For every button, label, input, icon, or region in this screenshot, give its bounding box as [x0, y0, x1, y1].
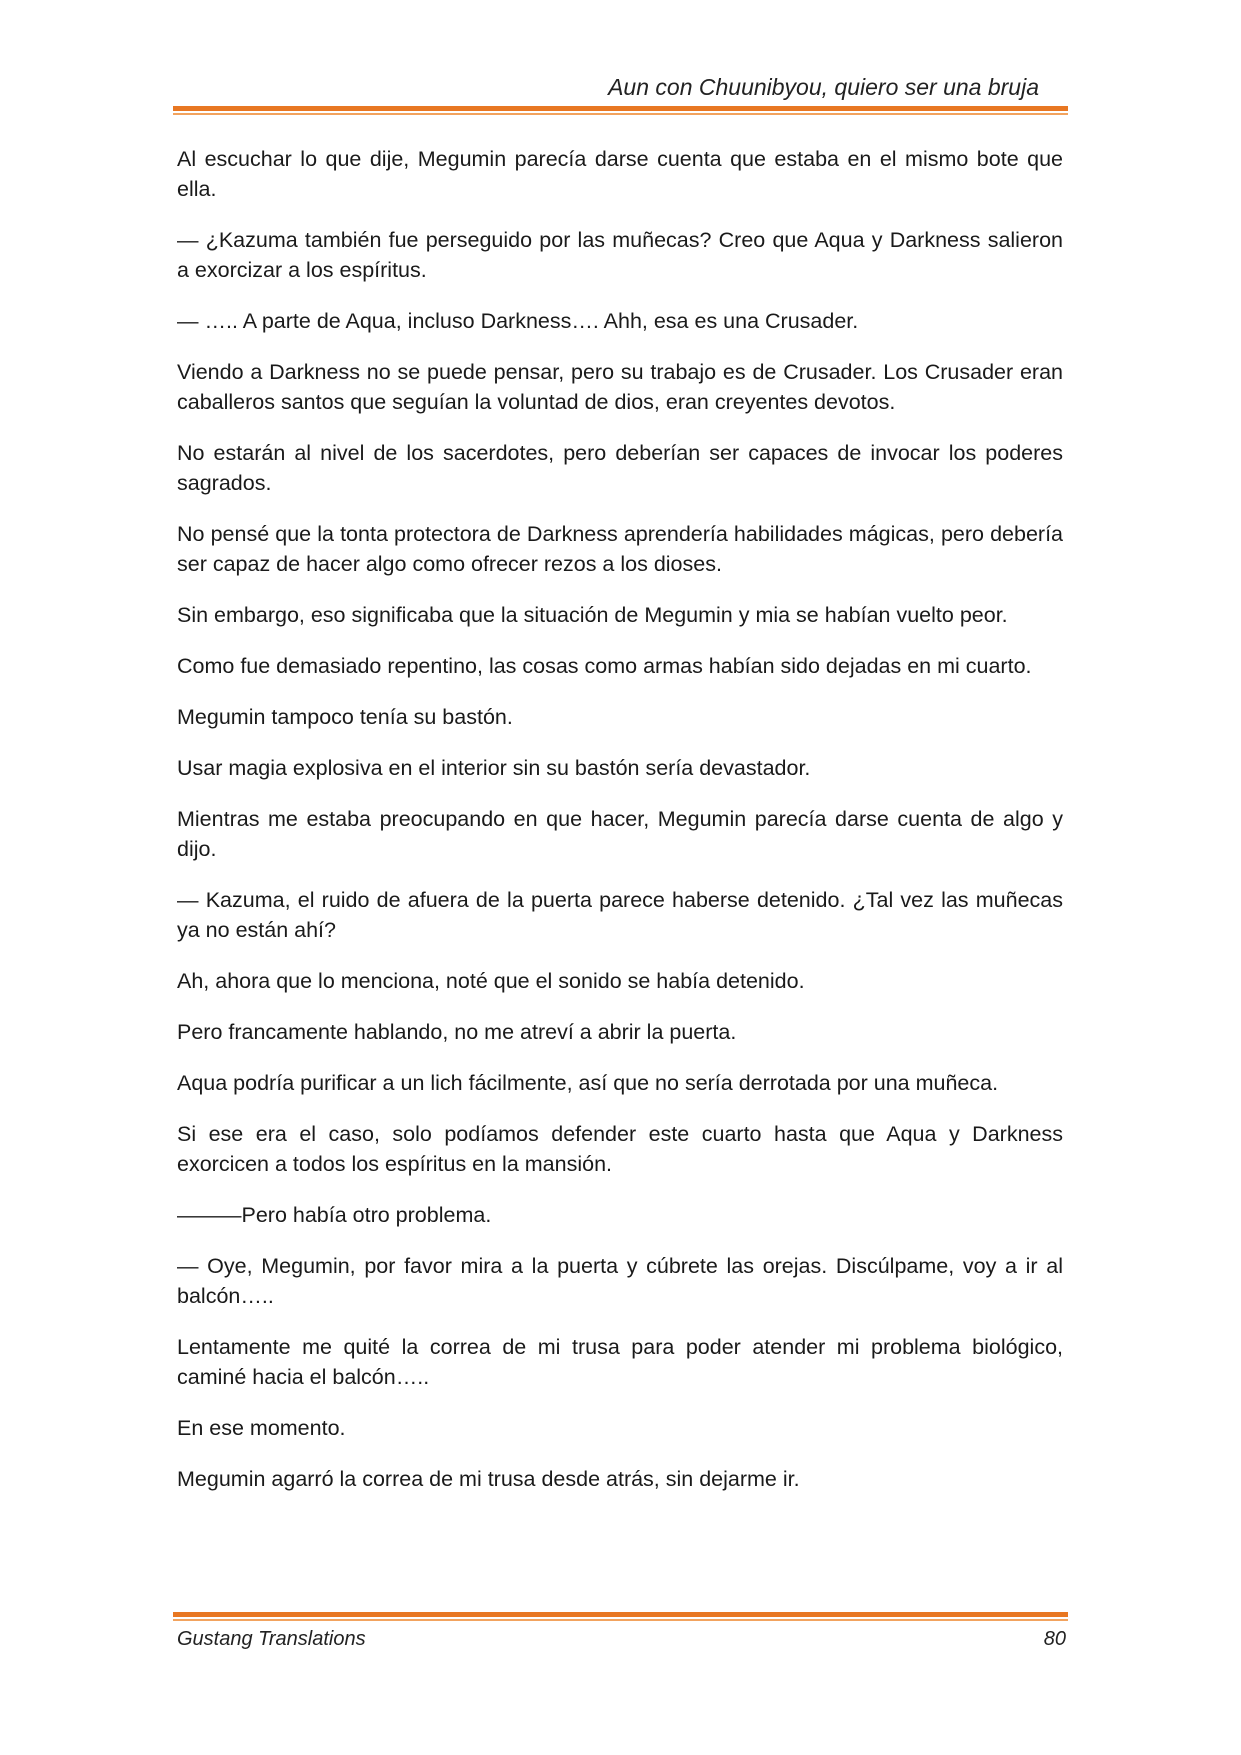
paragraph: Megumin tampoco tenía su bastón. — [177, 705, 513, 729]
header-rule-thick — [173, 106, 1068, 111]
paragraph: Al escuchar lo que dije, Megumin parecía darse cuenta que estaba en el mismo bote que ella. — [177, 147, 1063, 201]
paragraph: Lentamente me quité la correa de mi trusa para poder atender mi problema biológico, caminé hacia el balcón….. — [177, 1335, 1063, 1389]
paragraph: Pero francamente hablando, no me atreví a abrir la puerta. — [177, 1020, 737, 1044]
page-number: 80 — [1043, 1628, 1066, 1650]
paragraph: Como fue demasiado repentino, las cosas como armas habían sido dejadas en mi cuarto. — [177, 654, 1032, 678]
paragraph: No pensé que la tonta protectora de Darkness aprendería habilidades mágicas, pero debería ser capaz de hacer algo como ofrecer rezos a los dioses. — [177, 522, 1063, 576]
footer-rule — [173, 1612, 1068, 1621]
paragraph: — Kazuma, el ruido de afuera de la puerta parece haberse detenido. ¿Tal vez las muñecas ya no están ahí? — [177, 888, 1063, 942]
header-rule — [173, 106, 1068, 115]
header-title: Aun con Chuunibyou, quiero ser una bruja — [608, 74, 1039, 100]
header-rule-thin — [173, 113, 1068, 115]
paragraph: No estarán al nivel de los sacerdotes, pero deberían ser capaces de invocar los poderes sagrados. — [177, 441, 1063, 495]
paragraph: Mientras me estaba preocupando en que hacer, Megumin parecía darse cuenta de algo y dijo. — [177, 807, 1063, 861]
paragraph: Si ese era el caso, solo podíamos defender este cuarto hasta que Aqua y Darkness exorcicen a todos los espíritus en la mansión. — [177, 1122, 1063, 1176]
footer-credit: Gustang Translations — [177, 1628, 366, 1650]
body-text — [177, 144, 1063, 1515]
paragraph: Sin embargo, eso significaba que la situación de Megumin y mia se habían vuelto peor. — [177, 603, 1008, 627]
paragraph: Megumin agarró la correa de mi trusa desde atrás, sin dejarme ir. — [177, 1467, 800, 1491]
paragraph: Ah, ahora que lo menciona, noté que el sonido se había detenido. — [177, 969, 805, 993]
footer-rule-thin — [173, 1619, 1068, 1621]
footer-rule-thick — [173, 1612, 1068, 1617]
paragraph: — Oye, Megumin, por favor mira a la puerta y cúbrete las orejas. Discúlpame, voy a ir al balcón….. — [177, 1254, 1063, 1308]
paragraph: — ….. A parte de Aqua, incluso Darkness…. Ahh, esa es una Crusader. — [177, 309, 859, 333]
paragraph: En ese momento. — [177, 1416, 346, 1440]
paragraph: Aqua podría purificar a un lich fácilmente, así que no sería derrotada por una muñeca. — [177, 1071, 999, 1095]
paragraph: Usar magia explosiva en el interior sin su bastón sería devastador. — [177, 756, 811, 780]
paragraph: — ¿Kazuma también fue perseguido por las muñecas? Creo que Aqua y Darkness salieron a exorcizar a los espíritus. — [177, 228, 1063, 282]
paragraph: Viendo a Darkness no se puede pensar, pero su trabajo es de Crusader. Los Crusader eran caballeros santos que seguían la voluntad de dios, eran creyentes devotos. — [177, 360, 1063, 414]
paragraph: ———Pero había otro problema. — [177, 1203, 492, 1227]
